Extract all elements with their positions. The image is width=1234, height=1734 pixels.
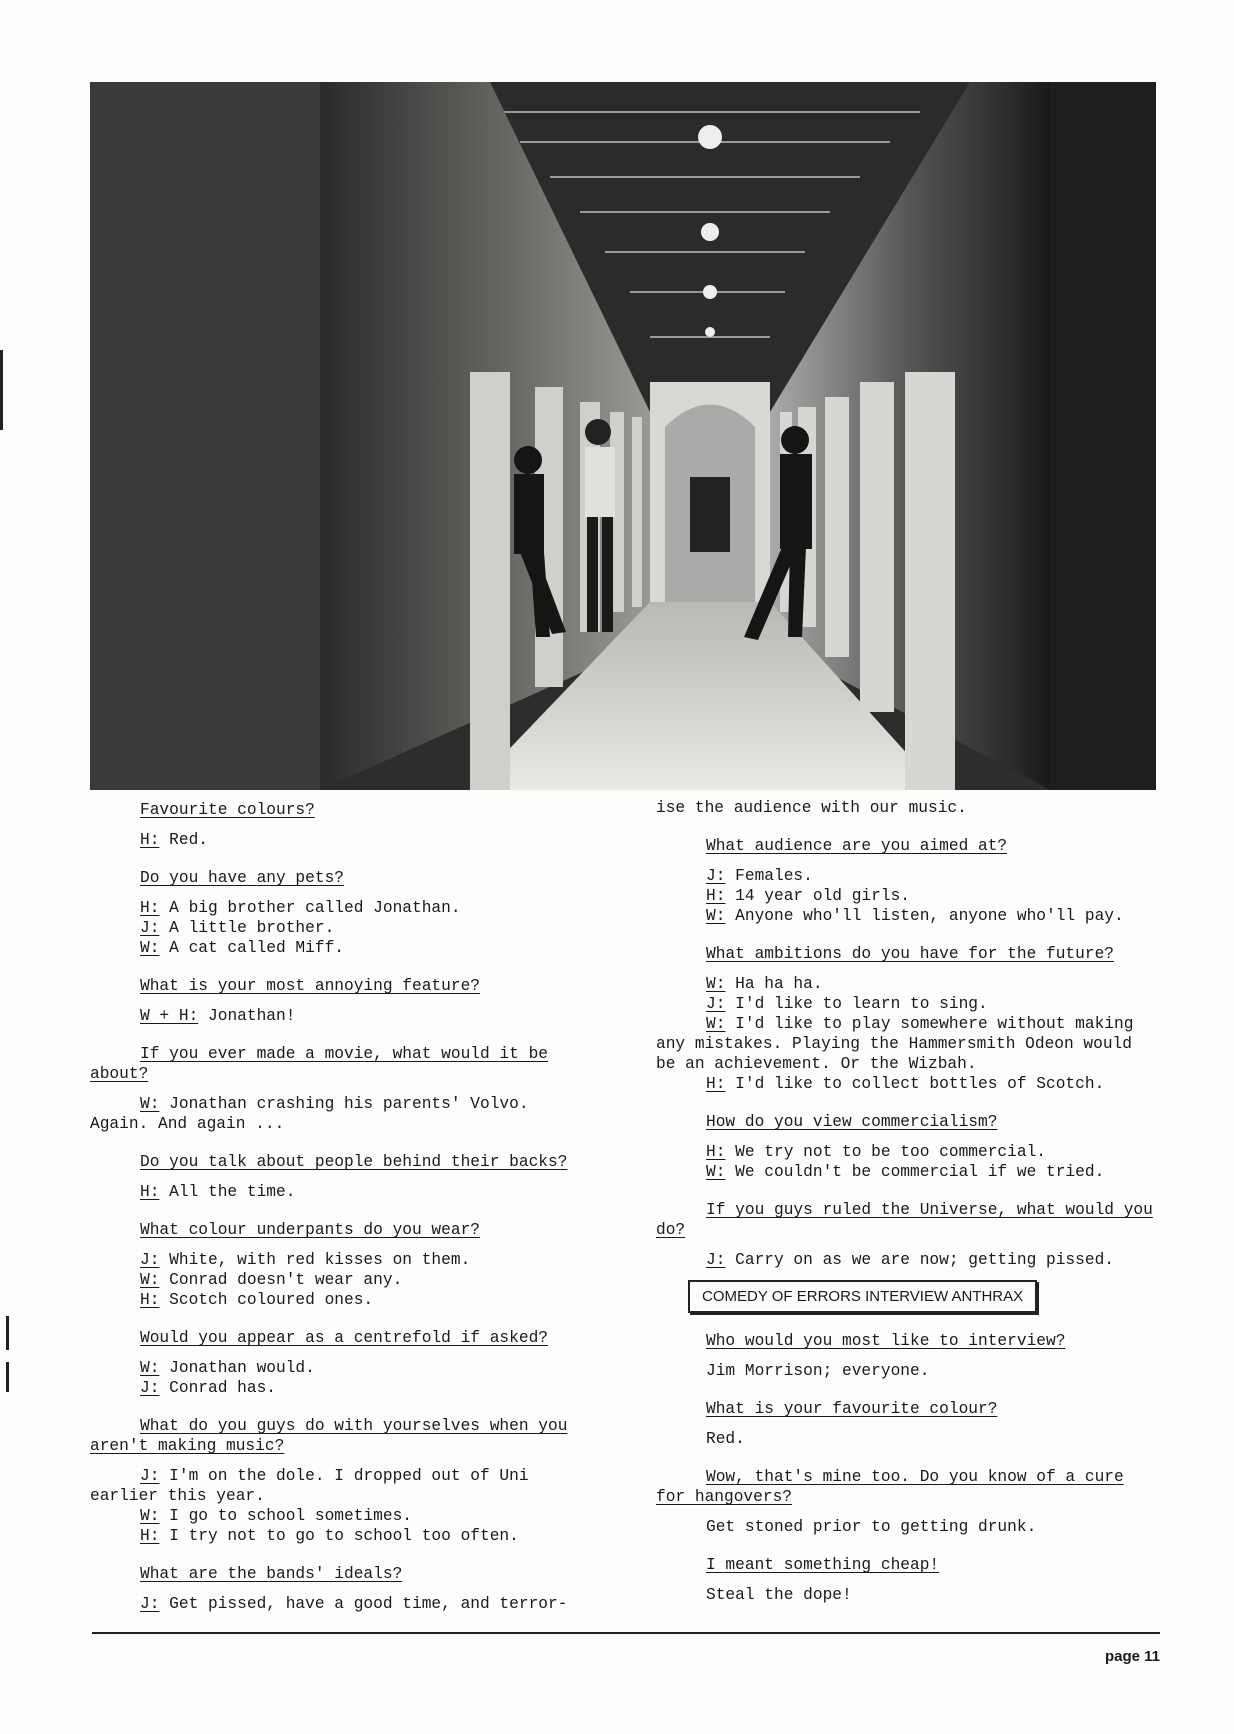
answer: H: I try not to go to school too often. — [140, 1527, 519, 1545]
scan-edge-mark — [0, 350, 3, 430]
band-photo — [90, 82, 1156, 790]
question: Who would you most like to interview? — [706, 1332, 1066, 1350]
question: I meant something cheap! — [706, 1556, 940, 1574]
bottom-rule — [92, 1632, 1160, 1634]
answer: W: Conrad doesn't wear any. — [140, 1271, 403, 1289]
interview-heading-box: COMEDY OF ERRORS INTERVIEW ANTHRAX — [688, 1280, 1037, 1313]
answer: W: Jonathan would. — [140, 1359, 315, 1377]
question: How do you view commercialism? — [706, 1113, 998, 1131]
question: What colour underpants do you wear? — [140, 1221, 480, 1239]
answer: W: Jonathan crashing his parents' Volvo. Again. And again ... — [90, 1095, 529, 1133]
cloister-photo-illustration — [90, 82, 1156, 790]
answer: W: I'd like to play somewhere without making any mistakes. Playing the Hammersmith Odeon would be an achievement. Or the Wizbah. — [656, 1015, 1134, 1073]
question: Favourite colours? — [140, 801, 315, 819]
question: If you guys ruled the Universe, what would you do? — [656, 1201, 1153, 1239]
answer: J: White, with red kisses on them. — [140, 1251, 471, 1269]
question: Would you appear as a centrefold if asked? — [140, 1329, 548, 1347]
page-number: page 11 — [1104, 1648, 1160, 1665]
question: What audience are you aimed at? — [706, 837, 1008, 855]
answer: H: 14 year old girls. — [706, 887, 911, 905]
left-column — [90, 800, 590, 1614]
question: What is your favourite colour? — [706, 1400, 998, 1418]
answer: W: Ha ha ha. — [706, 975, 823, 993]
continued-text: ise the audience with our music. — [656, 799, 967, 817]
answer: W: We couldn't be commercial if we tried. — [706, 1163, 1105, 1181]
answer: J: Females. — [706, 867, 813, 885]
answer: H: Red. — [140, 831, 209, 849]
answer: J: Carry on as we are now; getting pissed. — [706, 1251, 1115, 1269]
question: What ambitions do you have for the future? — [706, 945, 1114, 963]
answer: H: A big brother called Jonathan. — [140, 899, 461, 917]
question: What are the bands' ideals? — [140, 1565, 403, 1583]
answer: W: Anyone who'll listen, anyone who'll pay. — [706, 907, 1124, 925]
question: What is your most annoying feature? — [140, 977, 480, 995]
answer: W + H: Jonathan! — [140, 1007, 296, 1025]
answer: H: We try not to be too commercial. — [706, 1143, 1047, 1161]
answer: J: Get pissed, have a good time, and terror- — [140, 1595, 568, 1613]
answer: W: A cat called Miff. — [140, 939, 345, 957]
answer: Jim Morrison; everyone. — [706, 1362, 930, 1380]
question: Wow, that's mine too. Do you know of a cure for hangovers? — [656, 1468, 1124, 1506]
question: Do you have any pets? — [140, 869, 344, 887]
right-column — [656, 798, 1156, 1605]
answer: J: I'm on the dole. I dropped out of Uni earlier this year. — [90, 1467, 529, 1505]
answer: H: I'd like to collect bottles of Scotch. — [706, 1075, 1105, 1093]
answer: J: I'd like to learn to sing. — [706, 995, 988, 1013]
answer: H: All the time. — [140, 1183, 296, 1201]
answer: Get stoned prior to getting drunk. — [706, 1518, 1037, 1536]
answer: W: I go to school sometimes. — [140, 1507, 413, 1525]
question: If you ever made a movie, what would it be about? — [90, 1045, 548, 1083]
question: Do you talk about people behind their backs? — [140, 1153, 568, 1171]
scan-edge-mark — [6, 1362, 9, 1392]
answer: J: A little brother. — [140, 919, 335, 937]
question: What do you guys do with yourselves when you aren't making music? — [90, 1417, 568, 1455]
answer: J: Conrad has. — [140, 1379, 277, 1397]
answer: Steal the dope! — [706, 1586, 852, 1604]
answer: Red. — [706, 1430, 745, 1448]
scan-edge-mark — [6, 1316, 9, 1350]
answer: H: Scotch coloured ones. — [140, 1291, 374, 1309]
